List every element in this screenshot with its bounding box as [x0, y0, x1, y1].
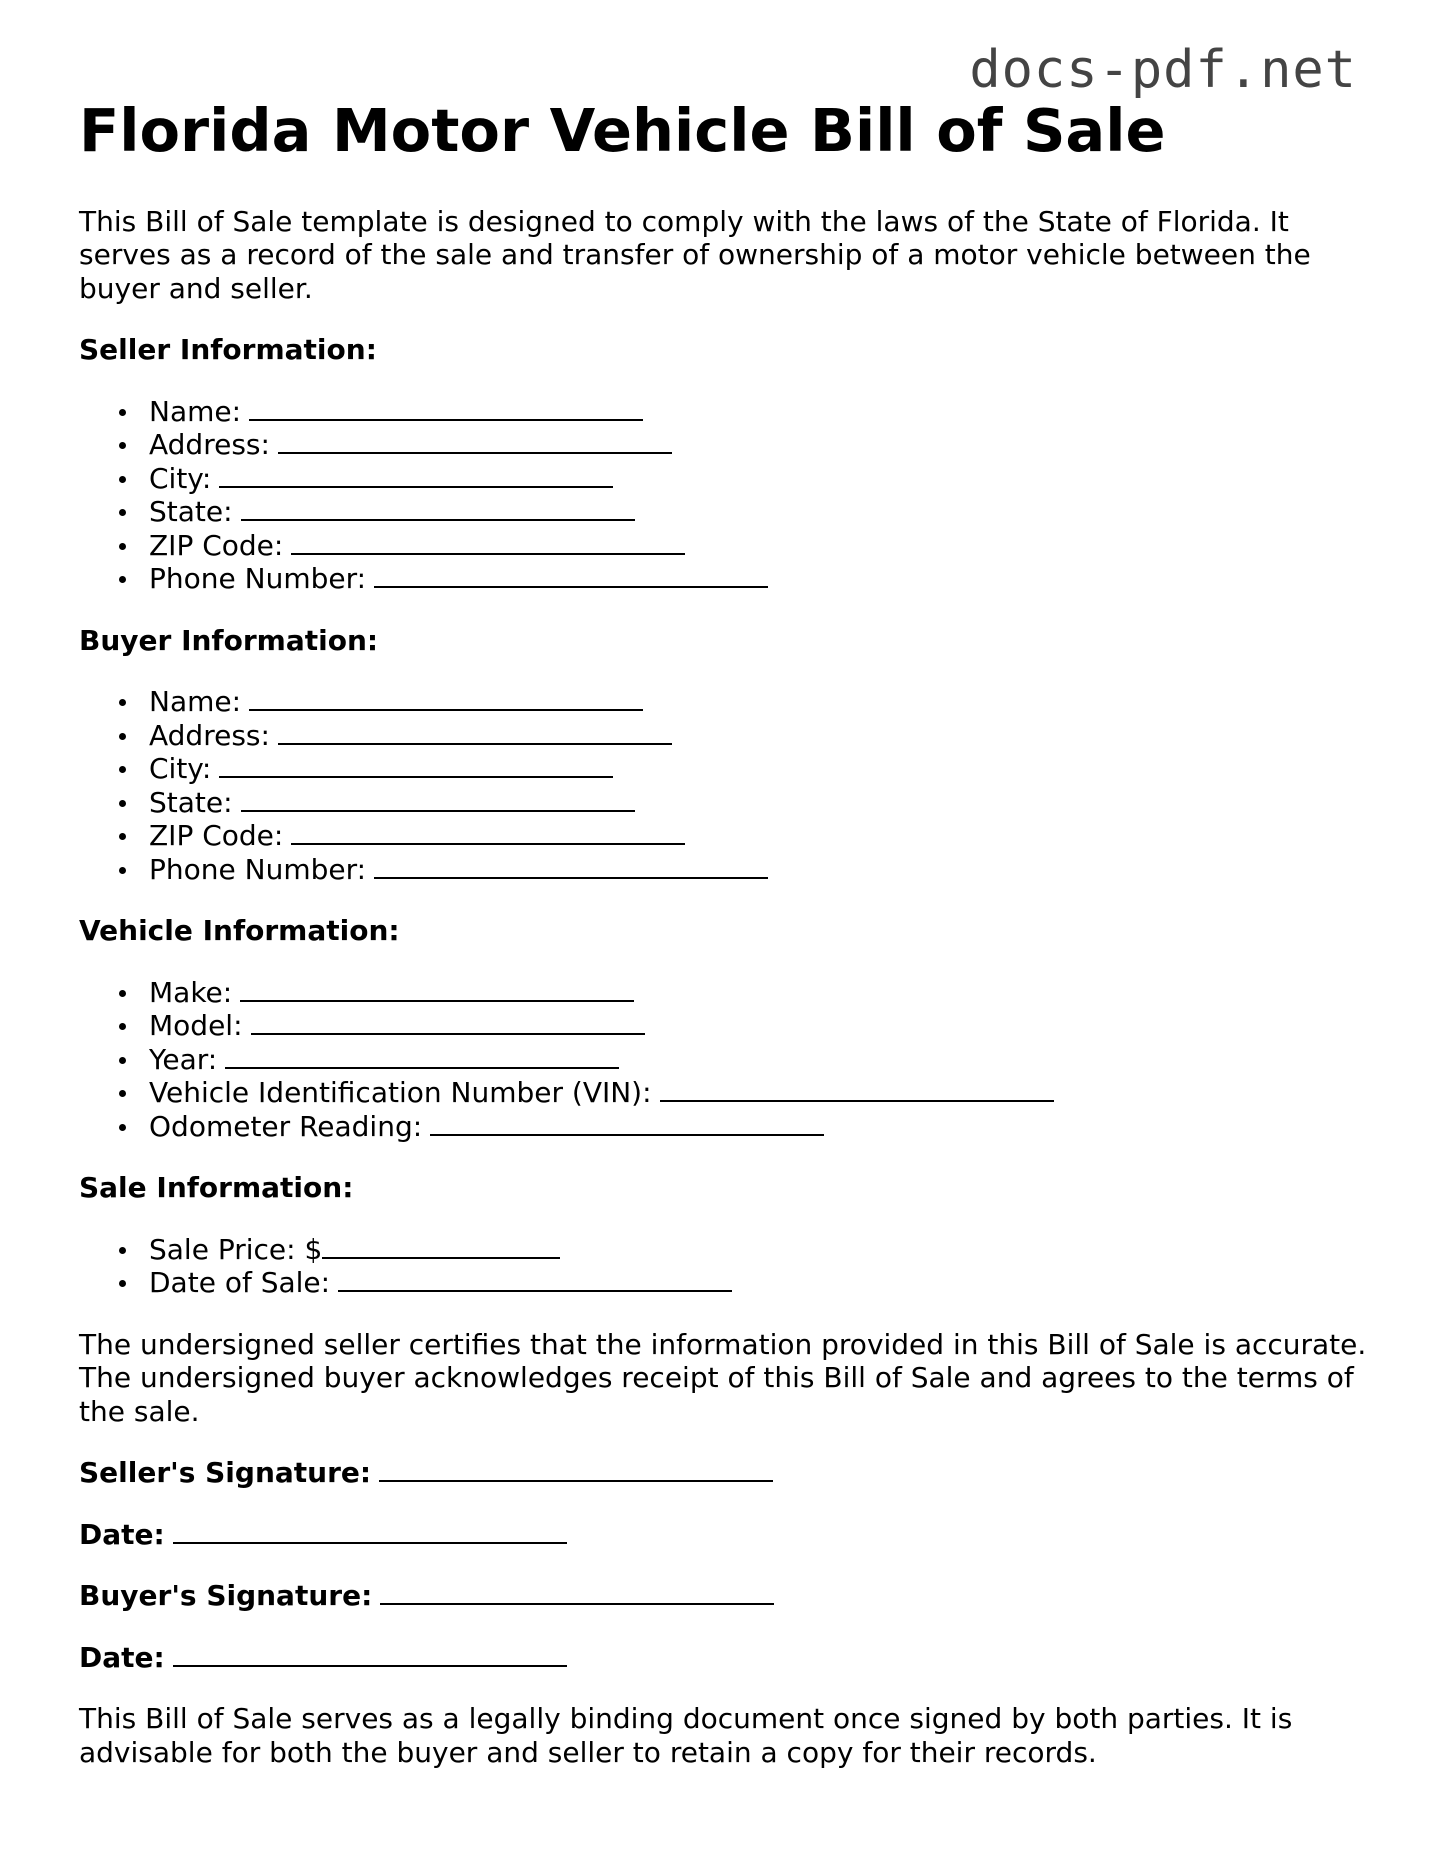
- sale-price-blank[interactable]: [322, 1233, 560, 1259]
- vehicle-vin-label: Vehicle Identification Number (VIN):: [149, 1076, 652, 1110]
- sale-date-label: Date of Sale:: [149, 1266, 331, 1300]
- vehicle-odometer-blank[interactable]: [430, 1110, 824, 1136]
- seller-name-blank[interactable]: [249, 395, 643, 421]
- sale-section-heading: Sale Information:: [79, 1171, 354, 1205]
- list-item: [149, 1043, 1369, 1077]
- sale-price-label: Sale Price: $: [149, 1232, 323, 1266]
- vehicle-model-label: Model:: [149, 1009, 243, 1043]
- buyer-phone-label: Phone Number:: [149, 852, 367, 886]
- list-item: [149, 1110, 1369, 1144]
- list-item: [149, 1009, 1369, 1043]
- buyer-address-blank[interactable]: [278, 719, 672, 745]
- buyer-date-row: [79, 1641, 1369, 1675]
- list-item: [149, 685, 1369, 719]
- list-item: [149, 428, 1369, 462]
- seller-signature-blank[interactable]: [379, 1456, 773, 1482]
- buyer-date-blank[interactable]: [173, 1641, 567, 1667]
- seller-state-label: State:: [149, 495, 233, 529]
- seller-date-label: Date:: [79, 1517, 165, 1551]
- buyer-section-heading: Buyer Information:: [79, 623, 379, 657]
- seller-date-blank[interactable]: [173, 1518, 567, 1544]
- document-page: [79, 96, 1369, 1769]
- list-item: [149, 819, 1369, 853]
- buyer-city-label: City:: [149, 752, 212, 786]
- buyer-signature-row: [79, 1579, 1369, 1613]
- seller-date-row: [79, 1518, 1369, 1552]
- list-item: [149, 752, 1369, 786]
- list-item: [149, 1076, 1369, 1110]
- seller-state-blank[interactable]: [241, 495, 635, 521]
- seller-section-heading: Seller Information:: [79, 333, 377, 367]
- buyer-state-blank[interactable]: [241, 786, 635, 812]
- sale-date-blank[interactable]: [338, 1266, 732, 1292]
- seller-city-label: City:: [149, 461, 212, 495]
- closing-paragraph: This Bill of Sale serves as a legally binding document once signed by both parties. It is advisable for both the buyer and seller to retain a copy for their records.: [79, 1702, 1293, 1769]
- buyer-city-blank[interactable]: [219, 752, 613, 778]
- list-item: [149, 786, 1369, 820]
- seller-signature-label: Seller's Signature:: [79, 1456, 372, 1490]
- seller-city-blank[interactable]: [219, 462, 613, 488]
- buyer-phone-blank[interactable]: [374, 853, 768, 879]
- list-item: [149, 853, 1369, 887]
- seller-field-list: [79, 395, 1369, 596]
- list-item: [149, 529, 1369, 563]
- buyer-name-label: Name:: [149, 685, 242, 719]
- seller-address-blank[interactable]: [278, 428, 672, 454]
- list-item: [149, 1266, 1369, 1300]
- buyer-name-blank[interactable]: [249, 685, 643, 711]
- vehicle-model-blank[interactable]: [251, 1009, 645, 1035]
- document-title: Florida Motor Vehicle Bill of Sale: [79, 96, 1166, 165]
- certification-paragraph: The undersigned seller certifies that the information provided in this Bill of Sale is accurate. The undersigned buyer acknowledges receipt of this Bill of Sale and agrees to the terms of the sale.: [79, 1327, 1367, 1428]
- list-item: [149, 495, 1369, 529]
- vehicle-year-blank[interactable]: [225, 1043, 619, 1069]
- vehicle-odometer-label: Odometer Reading:: [149, 1109, 423, 1143]
- intro-paragraph: This Bill of Sale template is designed to comply with the laws of the State of Florida. It serves as a record of the sale and transfer of ownership of a motor vehicle between the buyer and seller.: [79, 204, 1311, 305]
- seller-zip-blank[interactable]: [291, 529, 685, 555]
- watermark: docs-pdf.net: [969, 40, 1357, 100]
- seller-signature-row: [79, 1456, 1369, 1490]
- vehicle-section-heading: Vehicle Information:: [79, 914, 400, 948]
- sale-field-list: [79, 1233, 1369, 1300]
- seller-zip-label: ZIP Code:: [149, 528, 284, 562]
- buyer-state-label: State:: [149, 785, 233, 819]
- list-item: [149, 1233, 1369, 1267]
- seller-phone-label: Phone Number:: [149, 562, 367, 596]
- buyer-zip-label: ZIP Code:: [149, 819, 284, 853]
- buyer-signature-blank[interactable]: [380, 1579, 774, 1605]
- list-item: [149, 719, 1369, 753]
- vehicle-field-list: [79, 976, 1369, 1144]
- buyer-zip-blank[interactable]: [291, 819, 685, 845]
- list-item: [149, 462, 1369, 496]
- seller-name-label: Name:: [149, 394, 242, 428]
- buyer-date-label: Date:: [79, 1640, 165, 1674]
- list-item: [149, 395, 1369, 429]
- vehicle-make-blank[interactable]: [240, 976, 634, 1002]
- vehicle-vin-blank[interactable]: [660, 1076, 1054, 1102]
- buyer-address-label: Address:: [149, 718, 270, 752]
- seller-address-label: Address:: [149, 428, 270, 462]
- buyer-field-list: [79, 685, 1369, 886]
- list-item: [149, 562, 1369, 596]
- vehicle-year-label: Year:: [149, 1042, 218, 1076]
- list-item: [149, 976, 1369, 1010]
- buyer-signature-label: Buyer's Signature:: [79, 1579, 373, 1613]
- seller-phone-blank[interactable]: [374, 562, 768, 588]
- vehicle-make-label: Make:: [149, 975, 233, 1009]
